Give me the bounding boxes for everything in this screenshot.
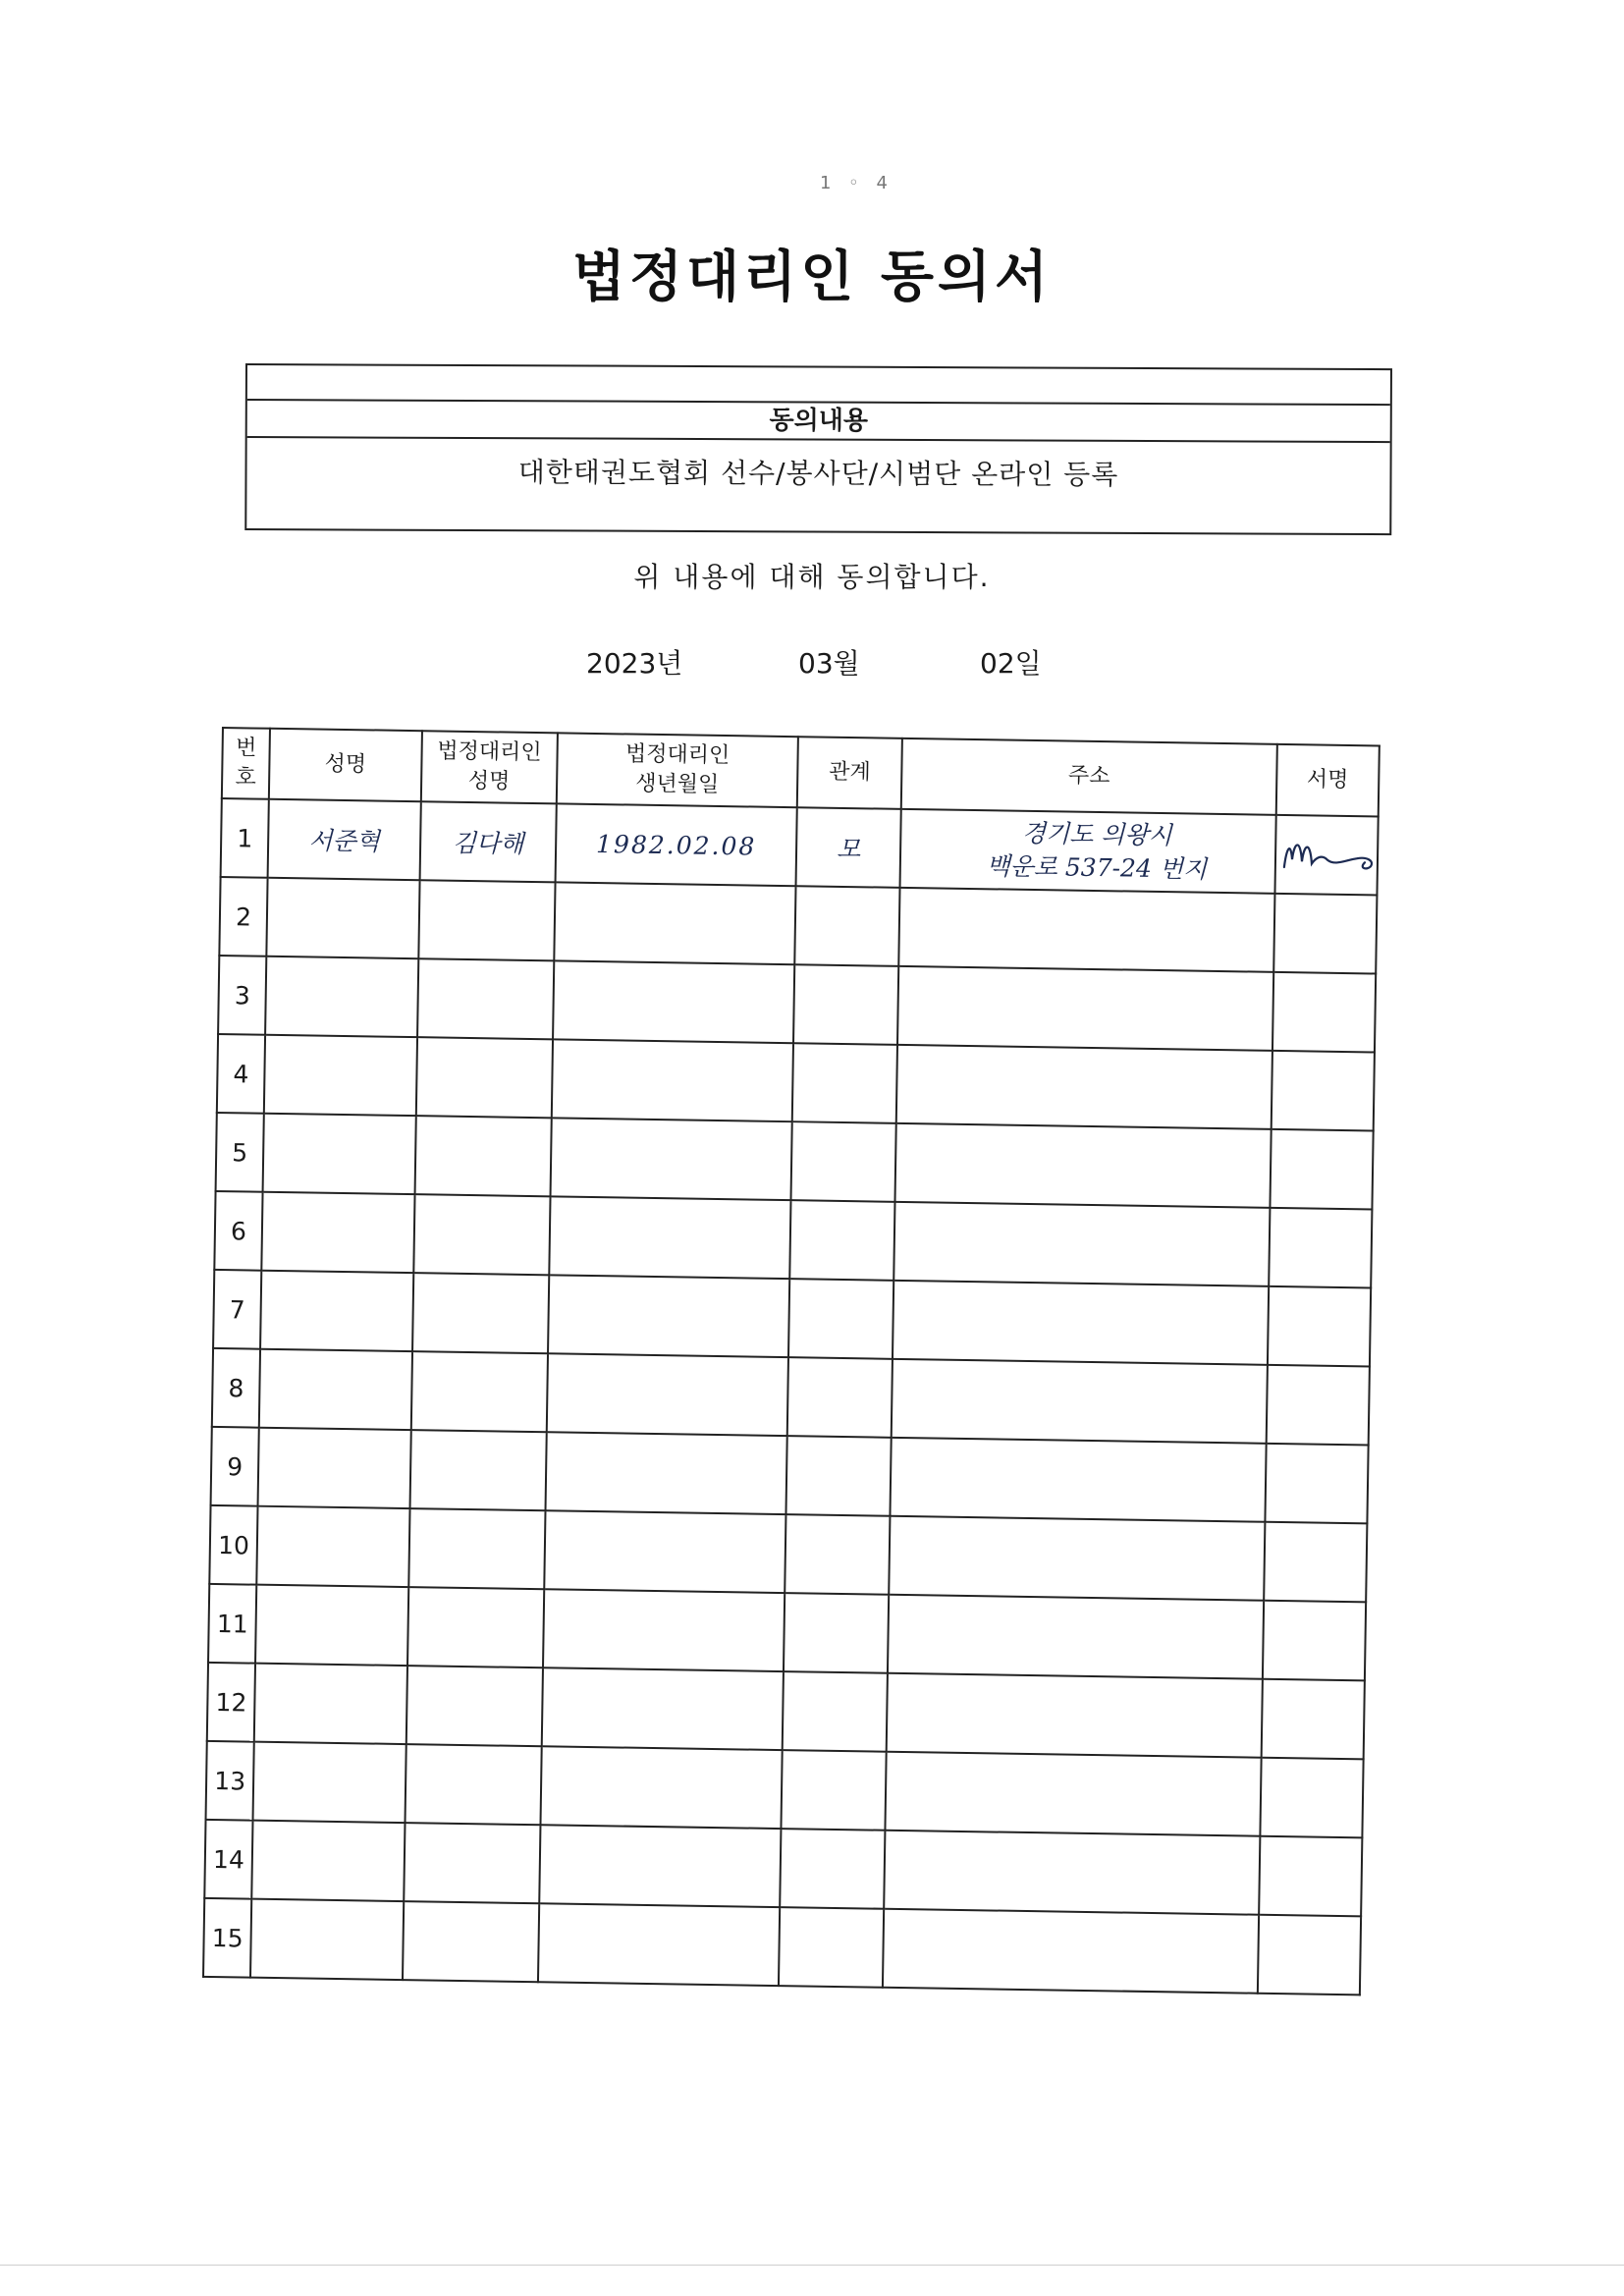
cell-relation [785, 1514, 891, 1595]
cell-name [255, 1585, 408, 1666]
cell-relation [781, 1750, 887, 1831]
cell-signature [1271, 1051, 1375, 1131]
cell-signature [1261, 1679, 1365, 1760]
cell-rep-birth [539, 1825, 781, 1907]
address-line2 [907, 1634, 1262, 1640]
cell-address [887, 1673, 1262, 1758]
cell-relation [790, 1121, 896, 1202]
header-name: 성명 [269, 729, 422, 801]
cell-name [253, 1742, 406, 1823]
address-line2 [904, 1791, 1259, 1797]
address-line2 [908, 1556, 1263, 1561]
cell-address [891, 1438, 1266, 1522]
cell-name: 서준혁 [268, 799, 421, 880]
row-number: 12 [207, 1663, 255, 1742]
address-line2 [903, 1870, 1258, 1876]
row-number: 7 [213, 1270, 261, 1349]
cell-relation [783, 1671, 889, 1752]
cell-rep-birth [552, 1039, 793, 1121]
cell-rep-birth [547, 1353, 788, 1436]
row-number: 11 [208, 1584, 256, 1664]
cell-rep-birth [542, 1667, 784, 1750]
header-rep-name [421, 731, 559, 803]
cell-signature [1263, 1601, 1367, 1681]
cell-rep-name [406, 1666, 543, 1746]
address-line1 [914, 1163, 1269, 1169]
cell-name [254, 1664, 407, 1744]
row-number: 5 [216, 1113, 264, 1192]
cell-rep-birth [554, 882, 795, 964]
address-line1 [904, 1791, 1259, 1797]
address-line1 [913, 1241, 1268, 1247]
cell-signature [1268, 1286, 1372, 1367]
address-line2 [916, 1084, 1271, 1090]
cell-name [261, 1192, 414, 1273]
address-line1 [906, 1713, 1261, 1719]
address-line2: 백운로 537-24 번지 [986, 851, 1208, 884]
cell-address [899, 888, 1274, 972]
cell-relation [787, 1357, 893, 1438]
cell-address [890, 1516, 1265, 1601]
cell-rep-name [418, 880, 556, 960]
cell-rep-birth [546, 1432, 787, 1514]
header-address: 주소 [901, 738, 1276, 815]
address-line2 [914, 1163, 1269, 1169]
registration-table [202, 727, 1380, 1995]
handwritten-signature [1275, 830, 1394, 881]
header-no [222, 728, 270, 799]
address-line2 [912, 1320, 1267, 1326]
row-number: 15 [203, 1898, 251, 1978]
cell-signature [1273, 894, 1378, 974]
address-line1: 경기도 의왕시 [1021, 818, 1172, 850]
cell-address [883, 1909, 1258, 1994]
cell-name [265, 957, 418, 1037]
cell-rep-birth [538, 1903, 780, 1986]
address-line2 [909, 1477, 1264, 1483]
cell-rep-name [407, 1587, 545, 1667]
cell-signature [1270, 1129, 1374, 1210]
cell-name [260, 1271, 413, 1351]
cell-address [895, 1123, 1271, 1208]
cell-address [897, 966, 1272, 1051]
cell-relation [780, 1829, 886, 1909]
cell-signature [1265, 1444, 1369, 1524]
cell-relation [785, 1436, 892, 1516]
cell-rep-birth [551, 1118, 792, 1200]
cell-rep-name [405, 1744, 542, 1825]
address-line1 [908, 1556, 1263, 1561]
cell-rep-name [415, 1037, 553, 1118]
cell-rep-birth [543, 1589, 785, 1671]
cell-signature [1257, 1915, 1361, 1995]
consent-content-box [244, 363, 1392, 535]
date-year: 2023년 [586, 647, 683, 680]
date-day: 02일 [980, 647, 1042, 680]
row-number: 4 [217, 1034, 265, 1114]
cell-name [250, 1899, 404, 1980]
cell-relation [794, 886, 900, 966]
cell-address [885, 1831, 1260, 1915]
cell-signature [1272, 972, 1377, 1053]
address-line2 [906, 1713, 1261, 1719]
address-line1 [911, 1398, 1266, 1404]
cell-rep-name [414, 1116, 552, 1196]
cell-address [896, 1045, 1272, 1129]
header-rep-name-line2: 성명 [467, 768, 511, 794]
address-line2 [911, 1398, 1266, 1404]
cell-address [893, 1281, 1268, 1365]
row-number: 6 [214, 1191, 262, 1271]
scan-mark: 1 ◦ 4 [820, 173, 893, 193]
address-line1 [912, 1320, 1267, 1326]
cell-name [266, 878, 419, 958]
cell-relation [789, 1200, 895, 1281]
table-body [203, 798, 1379, 1995]
cell-relation: 모 [795, 807, 901, 888]
header-rep-birth-line2: 생년월일 [634, 771, 720, 797]
cell-rep-name [408, 1508, 546, 1589]
row-number: 10 [209, 1505, 257, 1585]
consent-body: 대한태권도협회 선수/봉사단/시범단 온라인 등록 [517, 456, 1119, 491]
cell-signature [1260, 1758, 1364, 1838]
address-line1 [903, 1870, 1258, 1876]
cell-signature [1269, 1208, 1373, 1288]
cell-relation [784, 1593, 890, 1673]
cell-name [263, 1114, 416, 1194]
row-number: 3 [218, 956, 266, 1035]
address-line2 [913, 1241, 1268, 1247]
header-rep-birth [557, 733, 798, 807]
address-line2 [917, 1006, 1272, 1011]
cell-rep-birth: 1982.02.08 [556, 803, 797, 886]
header-rep-birth-line1: 법정대리인 [624, 741, 731, 769]
cell-rep-birth [541, 1746, 783, 1829]
cell-address [886, 1752, 1261, 1836]
cell-relation [779, 1907, 885, 1988]
cell-signature [1274, 815, 1379, 896]
header-no-text: 번호 [235, 736, 257, 791]
cell-rep-name [410, 1351, 548, 1432]
cell-signature [1259, 1836, 1363, 1917]
cell-rep-birth [549, 1196, 790, 1279]
cell-relation [793, 964, 899, 1045]
cell-rep-name: 김다해 [419, 801, 557, 882]
cell-rep-name [412, 1273, 550, 1353]
cell-rep-birth [553, 960, 794, 1043]
cell-address [900, 809, 1275, 894]
cell-address [892, 1359, 1267, 1444]
address-line1 [907, 1634, 1262, 1640]
header-signature: 서명 [1275, 744, 1380, 817]
cell-relation [792, 1043, 898, 1123]
cell-name [256, 1506, 409, 1587]
table-row [203, 1898, 1361, 1995]
address-line2 [902, 1948, 1257, 1954]
document-title: 법정대리인 동의서 [571, 246, 1053, 309]
cell-rep-name [403, 1901, 540, 1982]
address-line2 [918, 927, 1272, 933]
address-line1 [902, 1948, 1257, 1954]
row-number: 13 [206, 1741, 254, 1821]
address-line1 [916, 1084, 1271, 1090]
cell-rep-birth [548, 1275, 789, 1357]
cell-address [894, 1202, 1270, 1286]
consent-header: 동의내용 [247, 399, 1390, 443]
cell-relation [788, 1279, 894, 1359]
page-bottom-edge [0, 2265, 1624, 2266]
cell-name [251, 1821, 405, 1901]
header-relation: 관계 [797, 737, 902, 809]
cell-rep-name [417, 958, 555, 1039]
cell-rep-birth [544, 1510, 785, 1593]
cell-signature [1266, 1365, 1370, 1446]
address-line1 [917, 1006, 1272, 1011]
cell-name [264, 1035, 417, 1116]
row-number: 2 [219, 877, 267, 957]
cell-signature [1264, 1522, 1368, 1603]
row-number: 8 [212, 1348, 260, 1428]
cell-rep-name [413, 1194, 551, 1275]
agree-statement: 위 내용에 대해 동의합니다. [633, 561, 991, 593]
cell-name [259, 1349, 412, 1430]
address-line1 [909, 1477, 1264, 1483]
date-month: 03월 [798, 647, 860, 680]
row-number: 1 [221, 798, 269, 878]
address-line1 [918, 927, 1272, 933]
cell-rep-name [404, 1823, 541, 1903]
cell-rep-name [409, 1430, 547, 1510]
cell-name [258, 1428, 411, 1508]
row-number: 14 [204, 1820, 252, 1899]
header-rep-name-line1: 법정대리인 [437, 738, 542, 766]
row-number: 9 [211, 1427, 259, 1506]
cell-address [888, 1595, 1263, 1679]
